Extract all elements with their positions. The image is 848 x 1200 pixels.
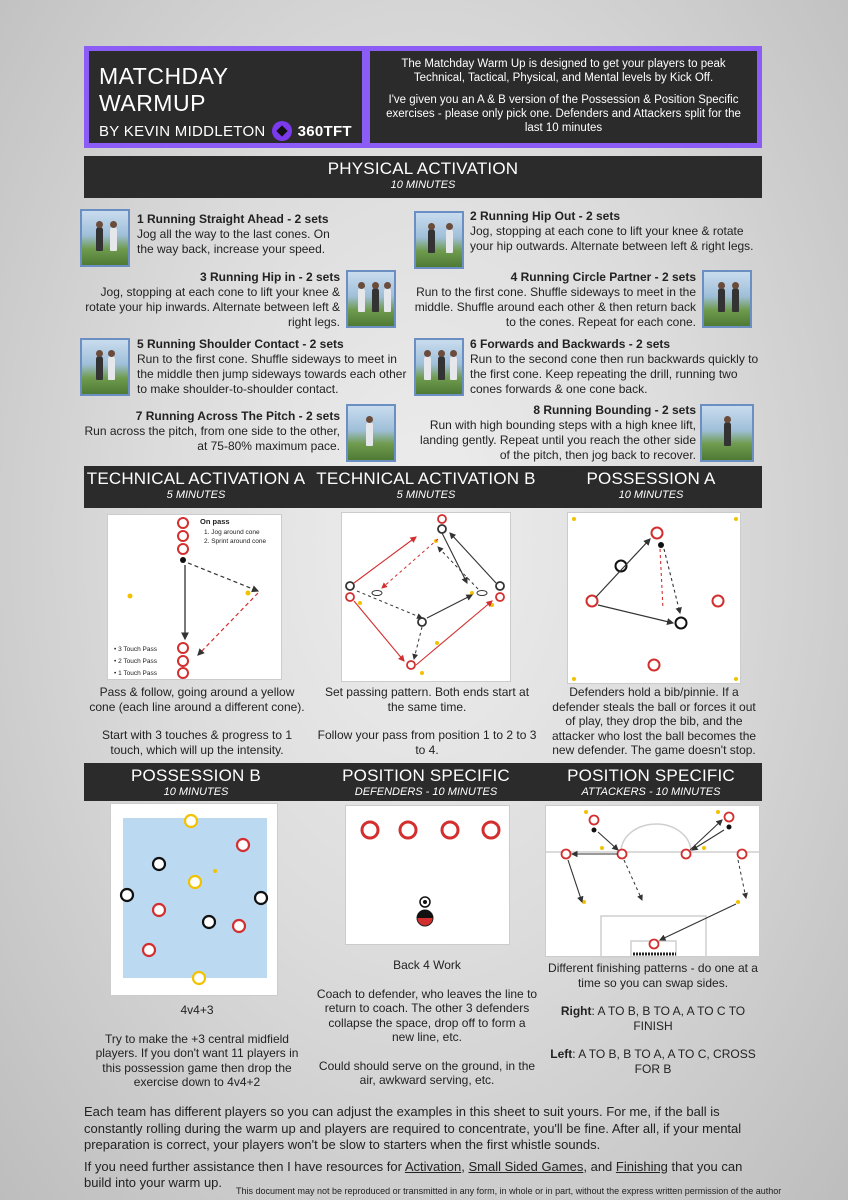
copyright-notice: This document may not be reproduced or transmitted in any form, in whole or in part, without the express written permission of the author [236, 1186, 782, 1196]
exercise-7-photo [346, 404, 396, 462]
exercise-title: 2 Running Hip Out - 2 sets [470, 209, 621, 223]
exercise-7 [78, 409, 340, 454]
step-2-label: 2. Sprint around cone [204, 538, 267, 545]
back-four-svg [346, 806, 511, 946]
drill-name: Back 4 Work [393, 958, 461, 972]
title-box [84, 46, 367, 148]
section-duration: 5 MINUTES [166, 489, 226, 501]
exercise-text: Run to the first cone. Shuffle sideways to meet in the middle then jump sideways towards each other to make shoulder-to-shoulder contact. [137, 352, 407, 396]
caption-p2: Could should serve on the ground, in the air, awkward serving, etc. [318, 1058, 536, 1087]
exercise-5 [137, 337, 407, 397]
step-1-label: 1. Jog around cone [204, 529, 260, 536]
finishing-svg [546, 806, 761, 958]
defenders-diagram [345, 805, 510, 945]
possession-b-diagram [110, 803, 278, 996]
possession-a-caption [546, 685, 762, 772]
exercise-4-photo [702, 270, 752, 328]
ball-marker [180, 557, 186, 563]
physical-activation-bar [84, 156, 762, 198]
possession-b-header [84, 763, 308, 801]
exercise-text: Run to the second cone then run backwards quickly to the first cone. Keep repeating the drill, running two cones forwards & one cone back. [470, 352, 759, 396]
attackers-diagram [545, 805, 760, 957]
brand: 360TFT [297, 122, 352, 140]
left-label: Left [550, 1047, 573, 1061]
section-title: POSITION SPECIFIC [567, 766, 735, 785]
possession-a-diagram [567, 512, 741, 684]
caption-p1: Pass & follow, going around a yellow cone (each line around a different cone). [89, 685, 305, 714]
player-marker [178, 656, 188, 666]
technical-b-caption [316, 685, 538, 771]
caption-p1: Coach to defender, who leaves the line to return to coach. The other 3 defenders collapse the space, drop off to form a new line, etc. [316, 986, 538, 1044]
exercise-1 [137, 212, 337, 257]
exercise-title: 8 Running Bounding - 2 sets [533, 403, 696, 417]
player-marker [178, 531, 188, 541]
footer-sep-2: , and [583, 1158, 616, 1174]
exercise-4 [410, 270, 696, 330]
attackers-caption [542, 961, 764, 1090]
possession-b-caption [88, 1003, 306, 1104]
exercise-text: Jog, stopping at each cone to lift your knee & rotate your hip outwards. Alternate between left & right legs. [470, 224, 754, 253]
caption-text: Defenders hold a bib/pinnie. If a defender steals the ball or forces it out of play, they drop the bib, and the attacker who lost the ball becomes the new defender. The game doesn't stop. [551, 685, 757, 757]
touch-label-3: • 3 Touch Pass [114, 646, 157, 653]
technical-a-header [84, 466, 308, 508]
section-title: TECHNICAL ACTIVATION B [316, 469, 536, 488]
right-label: Right [560, 1004, 592, 1018]
player-marker [178, 518, 188, 528]
exercise-text: Jog all the way to the last cones. On the way back, increase your speed. [137, 227, 330, 256]
exercise-text: Run to the first cone. Shuffle sideways to meet in the middle. Shuffle around each other & then return back to the cones. Repeat for each cone. [414, 285, 696, 329]
footer-sep-1: , [461, 1158, 469, 1174]
exercise-title: 3 Running Hip in - 2 sets [199, 270, 340, 284]
section-title: POSITION SPECIFIC [342, 766, 510, 785]
caption-p1: Set passing pattern. Both ends start at the same time. [324, 685, 530, 714]
exercise-title: 5 Running Shoulder Contact - 2 sets [137, 337, 344, 351]
possession-a-header [540, 466, 762, 508]
footer-text-a: If you need further assistance then I have resources for [84, 1158, 405, 1174]
exercise-8 [410, 403, 696, 463]
intro-paragraph-1: The Matchday Warm Up is designed to get your players to peak Technical, Tactical, Physical, and Mental levels by Kick Off. [401, 58, 726, 84]
author: BY KEVIN MIDDLETON [99, 122, 266, 140]
header [84, 46, 762, 148]
section-duration: DEFENDERS - 10 MINUTES [354, 786, 498, 798]
section-duration: 10 MINUTES [618, 489, 684, 501]
technical-b-diagram [341, 512, 511, 682]
activation-link[interactable]: Activation [404, 1158, 462, 1174]
section-title: POSSESSION A [586, 469, 716, 488]
exercise-3 [80, 270, 340, 330]
title-line2: WARMUP [99, 90, 206, 116]
footer [84, 1104, 764, 1197]
exercise-1-photo [80, 209, 130, 267]
exercise-text: Run across the pitch, from one side to the other, at 75-80% maximum pace. [84, 424, 340, 453]
exercise-2 [470, 209, 760, 254]
section-duration: 5 MINUTES [396, 489, 456, 501]
player-marker [178, 668, 188, 678]
section-title: TECHNICAL ACTIVATION A [86, 469, 306, 488]
on-pass-label: On pass [200, 517, 230, 526]
right-pattern [542, 1004, 764, 1033]
technical-b-drill-svg [342, 513, 512, 683]
exercise-title: 4 Running Circle Partner - 2 sets [510, 270, 696, 284]
technical-b-header [312, 466, 540, 508]
left-text: : A TO B, B TO A, A TO C, CROSS FOR B [572, 1047, 756, 1076]
exercise-title: 1 Running Straight Ahead - 2 sets [137, 212, 329, 226]
player-marker [178, 643, 188, 653]
exercise-text: Run with high bounding steps with a high knee lift, landing gently. Repeat until you reach the other side of the pitch, then jog back to recover. [420, 418, 696, 462]
touch-label-1: • 1 Touch Pass [114, 670, 157, 677]
small-sided-games-link[interactable]: Small Sided Games [468, 1158, 584, 1174]
cone-marker [128, 594, 133, 599]
exercise-3-photo [346, 270, 396, 328]
touch-label-2: • 2 Touch Pass [114, 658, 157, 665]
technical-a-drill-svg [108, 515, 283, 681]
exercise-2-photo [414, 211, 464, 269]
caption-p2: Follow your pass from position 1 to 2 to 3 to 4. [317, 728, 537, 757]
byline [99, 121, 362, 141]
possession-b-pitch-svg [111, 804, 279, 997]
technical-a-diagram [107, 514, 282, 680]
section-title: PHYSICAL ACTIVATION [327, 159, 519, 178]
caption-p1: Different finishing patterns - do one at a time so you can swap sides. [548, 961, 758, 990]
section-duration: 10 MINUTES [163, 786, 229, 798]
right-text: : A TO B, B TO A, A TO C TO FINISH [591, 1004, 746, 1033]
section-title: POSSESSION B [131, 766, 261, 785]
exercise-5-photo [80, 338, 130, 396]
position-defenders-header [312, 763, 540, 801]
exercise-6 [470, 337, 760, 397]
position-attackers-header [540, 763, 762, 801]
section-duration: ATTACKERS - 10 MINUTES [581, 786, 721, 798]
intro-box [367, 46, 762, 148]
exercise-text: Jog, stopping at each cone to lift your knee & rotate your hip inwards. Alternate between left & right legs. [85, 285, 340, 329]
exercise-title: 6 Forwards and Backwards - 2 sets [470, 337, 671, 351]
section-duration: 10 MINUTES [390, 179, 456, 191]
caption-text: Try to make the +3 central midfield players. If you don't want 11 players in this possession game then drop the exercise down to 4v4+2 [95, 1031, 299, 1089]
player-marker [178, 544, 188, 554]
technical-a-caption [88, 685, 306, 771]
title-line1: MATCHDAY [99, 63, 229, 89]
footer-text-b: that you can build into your warm up. [84, 1158, 743, 1190]
finishing-link[interactable]: Finishing [615, 1158, 668, 1174]
cone-marker [246, 591, 251, 596]
exercise-title: 7 Running Across The Pitch - 2 sets [135, 409, 340, 423]
exercise-8-photo [700, 404, 754, 462]
left-pattern [542, 1047, 764, 1076]
football-icon [272, 121, 292, 141]
defenders-caption [316, 958, 538, 1102]
format-label: 4v4+3 [180, 1003, 214, 1017]
exercise-6-photo [414, 338, 464, 396]
caption-p2: Start with 3 touches & progress to 1 touch, which will up the intensity. [101, 728, 293, 757]
footer-paragraph-1: Each team has different players so you can adjust the examples in this sheet to suit yours. For me, if the ball is constantly rolling during the warm up and players are required to concentrate, you'll be fine. After all, if your mental preparation is correct, your players won't be slow to starters when the first whistle sounds. [84, 1104, 742, 1152]
intro-paragraph-2: I've given you an A & B version of the Possession & Position Specific exercises - please only pick one. Defenders and Attackers split for the last 10 minutes [386, 94, 741, 134]
possession-a-drill-svg [568, 513, 742, 685]
